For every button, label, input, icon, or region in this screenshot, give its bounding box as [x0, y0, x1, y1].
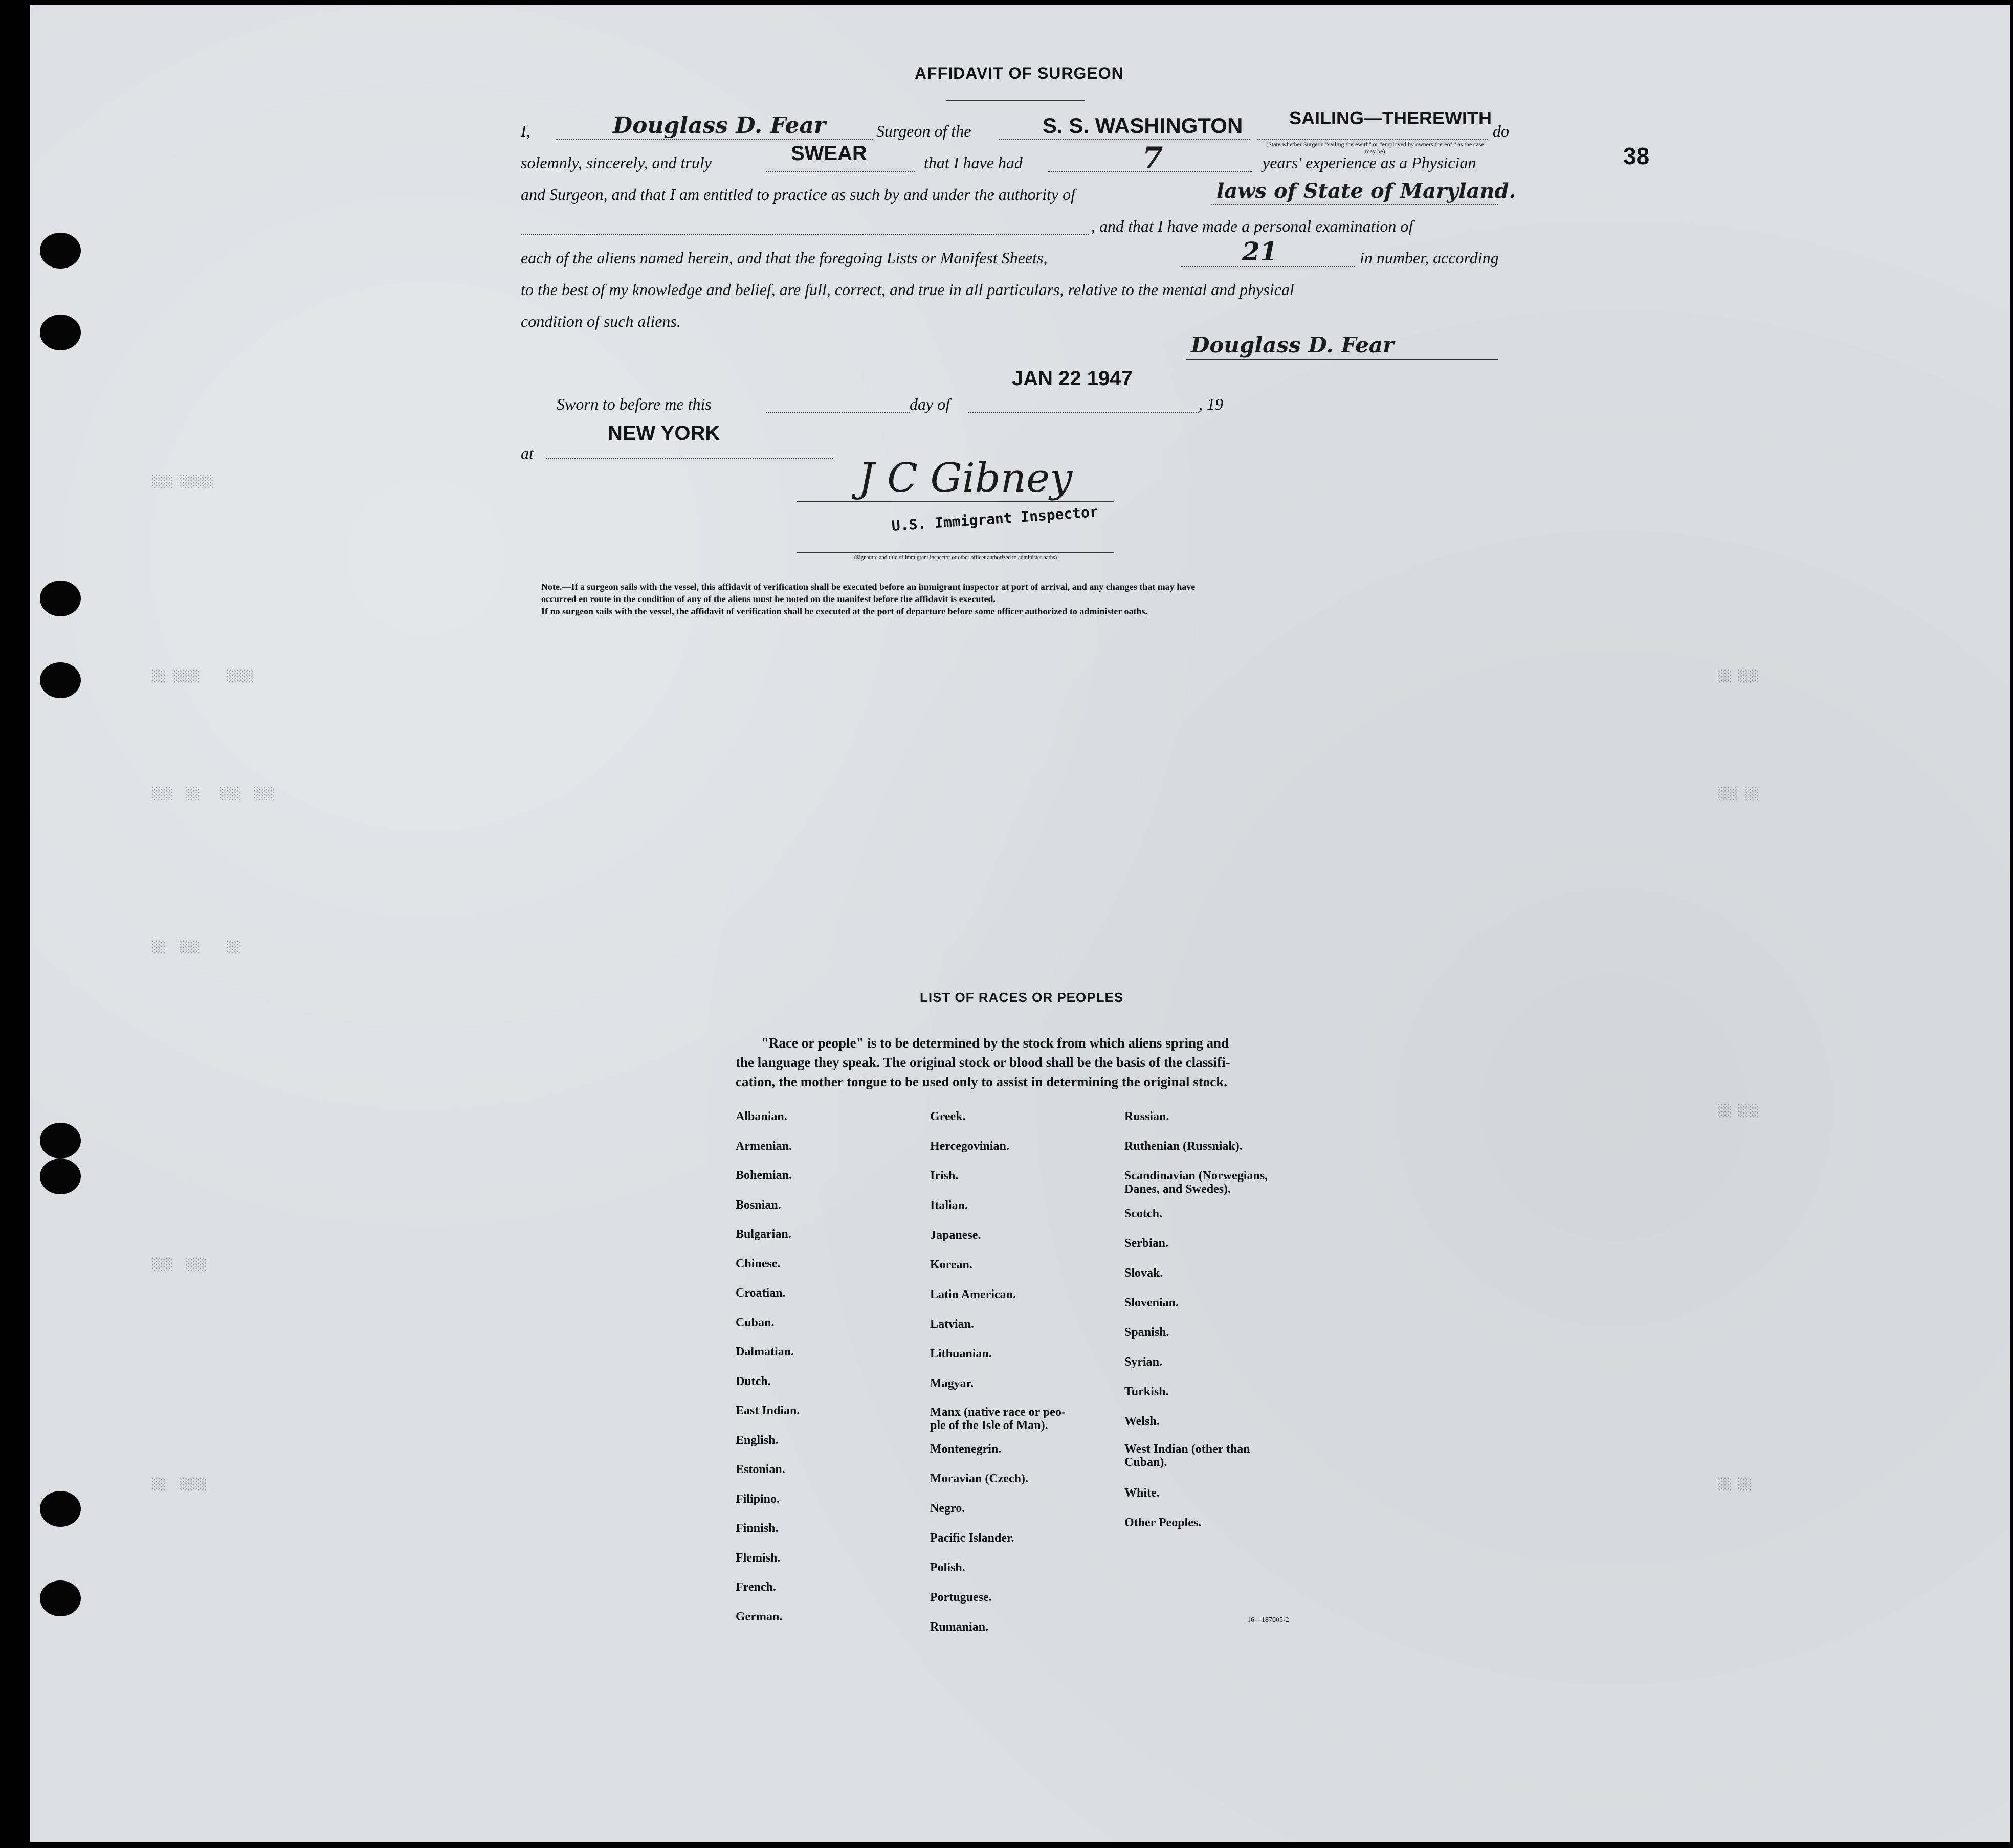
bleed-through-text: ░░░ ░░: [1718, 788, 1759, 800]
bleed-through-text: ░░ ░░░: [1718, 1105, 1759, 1118]
race-item: Cuban.: [736, 1316, 775, 1329]
race-item: Dutch.: [736, 1374, 771, 1388]
signature-caption: (Signature and title of immigrant inspector or other officer authorized to administer oaths): [854, 554, 1057, 561]
race-item: Negro.: [930, 1502, 965, 1515]
sailing-status: SAILING—THEREWITH: [1289, 107, 1492, 128]
oath-word: SWEAR: [791, 142, 867, 165]
authority-label: and Surgeon, and that I am entitled to practice as such by and under the authority of: [521, 185, 1075, 204]
races-title: LIST OF RACES OR PEOPLES: [920, 990, 1124, 1005]
bleed-through-text: ░░░ ░░░░░: [152, 476, 214, 488]
race-item: Dalmatian.: [736, 1345, 794, 1359]
race-item: Magyar.: [930, 1377, 974, 1390]
races-intro-2: the language they speak. The original stock or blood shall be the basis of the classifi-: [736, 1055, 1230, 1070]
inspector-signature: J C Gibney: [858, 455, 1073, 501]
surgeon-name: Douglass D. Fear: [613, 113, 826, 139]
races-intro-1: "Race or people" is to be determined by the stock from which aliens spring and: [761, 1035, 1229, 1051]
punch-hole: [40, 662, 81, 698]
race-item: Lithuanian.: [930, 1347, 992, 1361]
race-item: Pacific Islander.: [930, 1531, 1014, 1545]
bleed-through-text: ░░ ░░░░ ░░░░: [152, 670, 254, 683]
race-item: Flemish.: [736, 1551, 781, 1565]
punch-hole: [40, 315, 81, 350]
i-label: I,: [521, 122, 530, 140]
sailing-note: (State whether Surgeon "sailing therewith" or "employed by owners thereof," as the case may be): [1266, 141, 1484, 155]
authority-value: laws of State of Maryland.: [1216, 179, 1516, 203]
inspector-title: U.S. Immigrant Inspector: [891, 503, 1099, 535]
name-blank: [556, 139, 873, 140]
race-item: Ruthenian (Russniak).: [1124, 1140, 1243, 1153]
bleed-through-text: ░░ ░░░ ░░: [152, 941, 241, 954]
oath-blank: [766, 171, 915, 172]
race-item: Serbian.: [1124, 1237, 1169, 1250]
note-line-2: occurred en route in the condition of any of the aliens must be noted on the manifest before the affidavit is executed.: [541, 594, 996, 604]
race-item: Portuguese.: [930, 1591, 992, 1604]
race-item: Montenegrin.: [930, 1442, 1002, 1456]
race-item: Croatian.: [736, 1286, 786, 1300]
surgeon-of-label: Surgeon of the: [876, 122, 971, 140]
day-of-label: day of: [910, 395, 950, 413]
form-code: 16—187005-2: [1247, 1616, 1289, 1624]
condition-label: condition of such aliens.: [521, 312, 681, 330]
that-had-label: that I have had: [924, 153, 1023, 172]
authority-blank-2: [521, 234, 1089, 235]
page-number: 38: [1623, 143, 1650, 169]
sworn-day-blank: [766, 412, 910, 413]
race-item: Polish.: [930, 1561, 965, 1574]
sheets-value: 21: [1242, 236, 1278, 266]
bleed-through-text: ░░░ ░░░: [152, 1258, 207, 1271]
race-item: Other Peoples.: [1124, 1516, 1202, 1529]
race-item: West Indian (other than: [1124, 1442, 1250, 1456]
race-item: Chinese.: [736, 1257, 781, 1271]
note-line-1: Note.—If a surgeon sails with the vessel, this affidavit of verification shall be executed before an immigrant inspector at port of arrival, and any changes that may have: [541, 582, 1196, 592]
punch-hole: [40, 1491, 81, 1527]
punch-hole: [40, 1580, 81, 1616]
race-item: Welsh.: [1124, 1415, 1160, 1428]
race-item: German.: [736, 1610, 783, 1623]
race-item: Italian.: [930, 1199, 968, 1212]
at-label: at: [521, 444, 534, 462]
race-item: Rumanian.: [930, 1620, 989, 1634]
race-item: Latin American.: [930, 1288, 1016, 1301]
race-item: Greek.: [930, 1110, 966, 1123]
authority-blank: [1211, 204, 1498, 205]
race-item: Russian.: [1124, 1110, 1169, 1123]
race-item: Albanian.: [736, 1110, 787, 1123]
foregoing-label: each of the aliens named herein, and that the foregoing Lists or Manifest Sheets,: [521, 249, 1048, 267]
race-item: Scotch.: [1124, 1207, 1162, 1220]
race-item: ple of the Isle of Man).: [930, 1419, 1048, 1432]
race-item: Hercegovinian.: [930, 1140, 1009, 1153]
race-item: Latvian.: [930, 1318, 975, 1331]
race-item: White.: [1124, 1486, 1160, 1500]
race-item: Irish.: [930, 1169, 959, 1183]
document-page: [30, 5, 2010, 1842]
punch-hole: [40, 233, 81, 269]
sworn-label: Sworn to before me this: [557, 395, 712, 413]
race-item: Bohemian.: [736, 1169, 792, 1182]
signature-line: [1186, 359, 1498, 360]
race-item: Cuban).: [1124, 1456, 1167, 1469]
punch-hole: [40, 1123, 81, 1159]
race-item: Bosnian.: [736, 1198, 781, 1212]
race-item: Syrian.: [1124, 1355, 1163, 1369]
race-item: Turkish.: [1124, 1385, 1169, 1398]
caption-line: [797, 552, 1114, 553]
title-underline: [946, 100, 1085, 101]
races-intro-3: cation, the mother tongue to be used only to assist in determining the original stock.: [736, 1074, 1228, 1089]
race-item: Danes, and Swedes).: [1124, 1183, 1231, 1196]
ship-name: S. S. WASHINGTON: [1043, 114, 1243, 138]
bleed-through-text: ░░ ░░░░: [152, 1478, 207, 1491]
do-label: do: [1493, 122, 1509, 140]
punch-hole: [40, 581, 81, 616]
race-item: Scandinavian (Norwegians,: [1124, 1169, 1268, 1183]
race-item: Spanish.: [1124, 1326, 1169, 1339]
race-item: Armenian.: [736, 1139, 792, 1153]
race-item: Finnish.: [736, 1522, 779, 1535]
years-value: 7: [1142, 141, 1163, 175]
in-number-label: in number, according: [1360, 249, 1499, 267]
inspector-line: [797, 501, 1114, 502]
race-item: English.: [736, 1433, 779, 1447]
bleed-through-text: ░░ ░░░: [1718, 670, 1759, 683]
place-stamp: NEW YORK: [608, 422, 720, 444]
race-item: Moravian (Czech).: [930, 1472, 1028, 1485]
race-item: Filipino.: [736, 1492, 780, 1506]
race-item: Estonian.: [736, 1463, 785, 1476]
year-label: , 19: [1199, 395, 1223, 413]
date-stamp: JAN 22 1947: [1012, 367, 1133, 390]
race-item: Slovak.: [1124, 1266, 1163, 1280]
bleed-through-text: ░░░ ░░ ░░░ ░░░: [152, 788, 275, 800]
place-blank: [546, 458, 833, 459]
page-title: AFFIDAVIT OF SURGEON: [915, 64, 1124, 82]
ship-blank: [999, 139, 1250, 140]
race-item: East Indian.: [736, 1404, 800, 1417]
knowledge-label: to the best of my knowledge and belief, are full, correct, and true in all particulars, relative to the mental and physical: [521, 280, 1294, 299]
race-item: Manx (native race or peo-: [930, 1406, 1066, 1419]
surgeon-signature: Douglass D. Fear: [1191, 332, 1395, 358]
race-item: Bulgarian.: [736, 1228, 791, 1241]
experience-label: years' experience as a Physician: [1263, 153, 1476, 172]
examination-label: , and that I have made a personal examination of: [1091, 217, 1413, 235]
sailing-blank: [1257, 139, 1488, 140]
solemnly-label: solemnly, sincerely, and truly: [521, 153, 712, 172]
sworn-month-blank: [968, 412, 1199, 413]
race-item: Japanese.: [930, 1229, 981, 1242]
race-item: French.: [736, 1580, 776, 1594]
race-item: Slovenian.: [1124, 1296, 1179, 1309]
note-line-3: If no surgeon sails with the vessel, the affidavit of verification shall be executed at the port of departure before some officer authorized to administer oaths.: [541, 606, 1148, 616]
punch-hole: [40, 1159, 81, 1194]
bleed-through-text: ░░ ░░: [1718, 1478, 1752, 1491]
race-item: Korean.: [930, 1258, 972, 1272]
